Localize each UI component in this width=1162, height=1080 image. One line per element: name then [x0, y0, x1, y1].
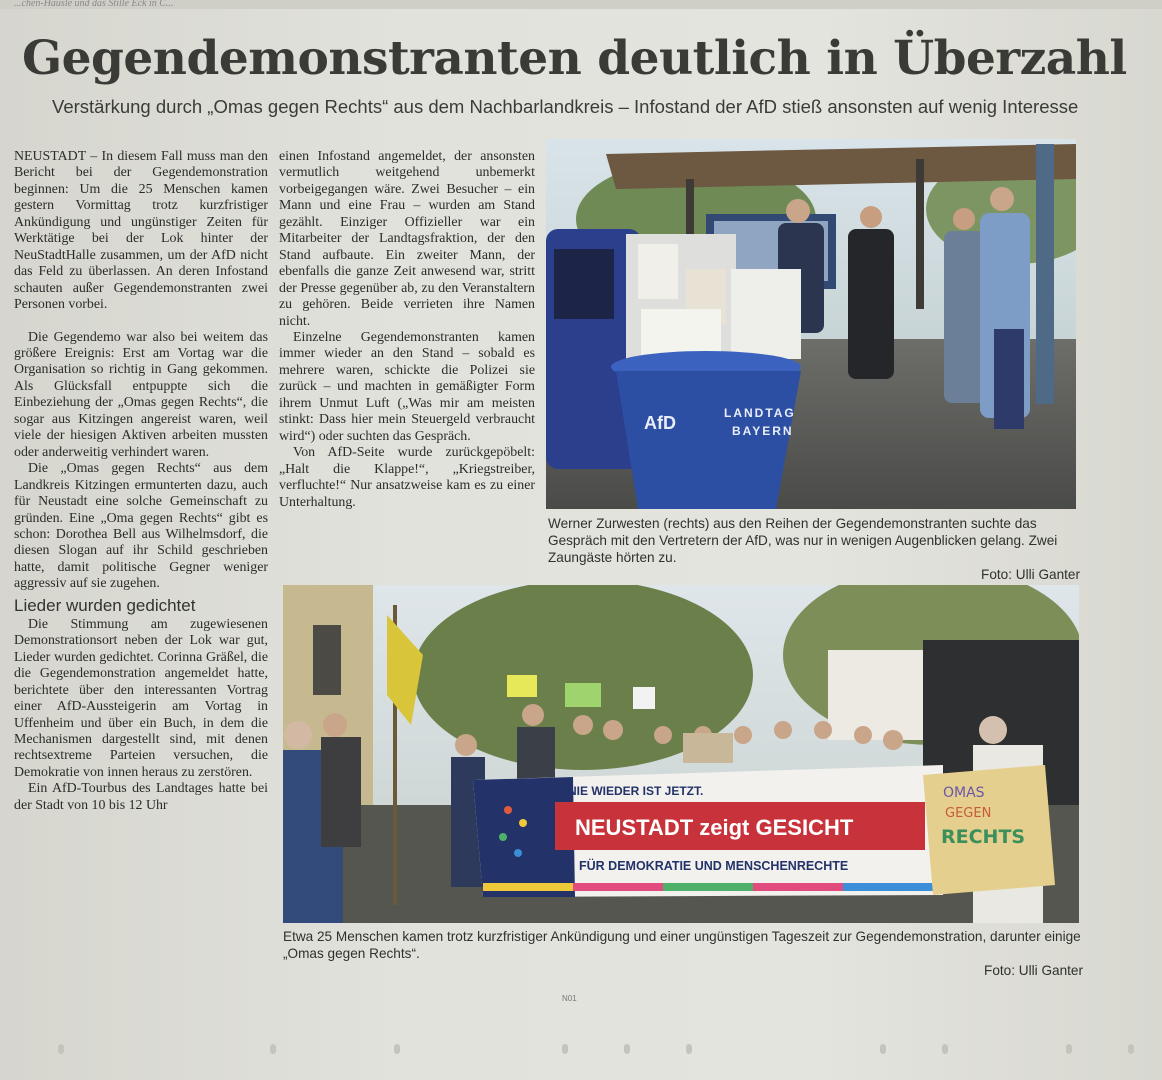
page-code: N01	[562, 994, 577, 1003]
paragraph: Von AfD-Seite wurde zurückgepöbelt: „Halt die Klappe!“, „Kriegstreiber, verfluchte!“ Nur ansatzweise kam es zu einer Unterhaltung.	[279, 445, 535, 510]
paragraph: Ein AfD-Tourbus des Landtages hatte bei der Stadt von 10 bis 12 Uhr	[14, 781, 268, 813]
banner-slogan-top: NIE WIEDER IST JETZT.	[568, 784, 704, 798]
photo-credit: Foto: Ulli Ganter	[984, 963, 1083, 978]
binder-mark	[1128, 1044, 1134, 1054]
binder-mark	[394, 1044, 400, 1054]
table-afd-logo: AfD	[644, 413, 676, 433]
previous-article-strip: ...chen-Häusle und das Stille Eck in C...	[0, 0, 1162, 9]
binder-mark	[624, 1044, 630, 1054]
omas-gegen-rechts-sign	[923, 765, 1055, 895]
article-column-2	[279, 149, 535, 511]
binder-mark	[686, 1044, 692, 1054]
caption-text: Etwa 25 Menschen kamen trotz kurzfristiger Ankündigung und einer ungünstigen Tageszeit zur Gegendemonstration, darunter einige „Omas gegen Rechts“.	[283, 929, 1081, 961]
table-text-landtag: LANDTAG	[724, 406, 796, 420]
paragraph: NEUSTADT – In diesem Fall muss man den Bericht bei der Gegendemonstration beginnen: Um die 25 Menschen kamen gestern Vormittag trotz kurzfristiger Ankündigung und ungünstiger Zeiten für Werktätige bei der Lok hinter der NeuStadtHalle zusammen, um der AfD nicht das Feld zu überlassen. An deren Infostand schauten außer Gegendemonstranten zwei Personen vorbei.	[14, 149, 268, 313]
paragraph: Einzelne Gegendemonstranten kamen immer wieder an den Stand – sobald es mehrere waren, schickte die Polizei sie zurück – und machten in gemäßigter Form ihrem Unmut Luft („Was mir am meisten stinkt: Dass hier mein Steuergeld verbraucht wird“) oder suchten das Gespräch.	[279, 329, 535, 444]
article-column-1	[14, 149, 268, 814]
caption-text: Werner Zurwesten (rechts) aus den Reihen der Gegendemonstranten suchte das Gespräch mit den Vertretern der AfD, was nur in wenigen Augenblicken gelang. Zwei Zaungäste hörten zu.	[548, 516, 1058, 565]
paragraph: Die Gegendemo war also bei weitem das größere Ereignis: Erst am Vortag war die Organisation so richtig in Gang gekommen. Als Glücksfall entpuppte sich die Einbeziehung der „Omas gegen Rechts“, die sogar aus Kitzingen angereist waren, weil viele der hiesigen Aktiven arbeiten mussten oder anderweitig verhindert waren.	[14, 329, 268, 460]
photo-afd-infostand	[546, 139, 1076, 509]
photo-demo-illustration	[283, 585, 1079, 923]
subheadline: Verstärkung durch „Omas gegen Rechts“ aus dem Nachbarlandkreis – Infostand der AfD stieß ansonsten auf wenig Interesse	[52, 96, 1079, 117]
photo-caption-2	[283, 928, 1083, 979]
paragraph: Die „Omas gegen Rechts“ aus dem Landkreis Kitzingen ermunterten dazu, auch für Neustadt eine solche Gemeinschaft zu gründen. Eine „Oma gegen Rechts“ gibt es schon: Dorothea Bell aus Wilhelmsdorf, die diesen Slogan auf ihr Schild geschrieben hatte, damit politische Gegner weniger aggressiv auf sie zugehen.	[14, 461, 268, 592]
paragraph: einen Infostand angemeldet, der ansonsten vermutlich weitgehend unbemerkt vorbeigegangen wäre. Zwei Besucher – ein Mann und eine Frau – wurden am Stand gezählt. Einziger Offizieller war ein Mitarbeiter der Landtagsfraktion, der den Stand aufbaute. Ein zweiter Mann, der ebenfalls die ganze Zeit anwesend war, stritt der Presse gegenüber ab, zu den Veranstaltern zu gehören. Beide verrieten ihre Namen nicht.	[279, 149, 535, 329]
photo-caption-1	[548, 515, 1080, 583]
subheading: Lieder wurden gedichtet	[14, 595, 196, 615]
binder-mark	[1066, 1044, 1072, 1054]
binder-mark	[880, 1044, 886, 1054]
photo-infostand-illustration	[546, 139, 1076, 509]
binder-mark	[562, 1044, 568, 1054]
banner-slogan-main: NEUSTADT zeigt GESICHT	[575, 815, 854, 840]
sign-text-gegen: GEGEN	[945, 806, 992, 821]
headline: Gegendemonstranten deutlich in Überzahl	[22, 31, 1127, 86]
sign-text-omas: OMAS	[943, 785, 985, 801]
binder-mark	[270, 1044, 276, 1054]
photo-gegendemonstration	[283, 585, 1079, 923]
binder-mark	[942, 1044, 948, 1054]
sign-text-rechts: RECHTS	[941, 826, 1026, 848]
binder-mark	[58, 1044, 64, 1054]
paragraph: Die Stimmung am zugewiesenen Demonstrationsort neben der Lok war gut, Lieder wurden gedichtet. Corinna Gräßel, die die Gegendemonstration angemeldet hatte, berichtete über den interessanten Vortrag einer AfD-Aussteigerin am Vortag in Uffenheim und über ein Buch, in dem die Mechanismen dargestellt sind, mit denen rechtsextreme Parteien versuchen, die Demokratie von innen heraus zu zerstören.	[14, 616, 268, 780]
banner-slogan-bottom: FÜR DEMOKRATIE UND MENSCHENRECHTE	[579, 859, 849, 873]
banner	[473, 765, 943, 897]
table-text-bayern: BAYERN	[732, 424, 794, 438]
photo-credit: Foto: Ulli Ganter	[981, 567, 1080, 582]
